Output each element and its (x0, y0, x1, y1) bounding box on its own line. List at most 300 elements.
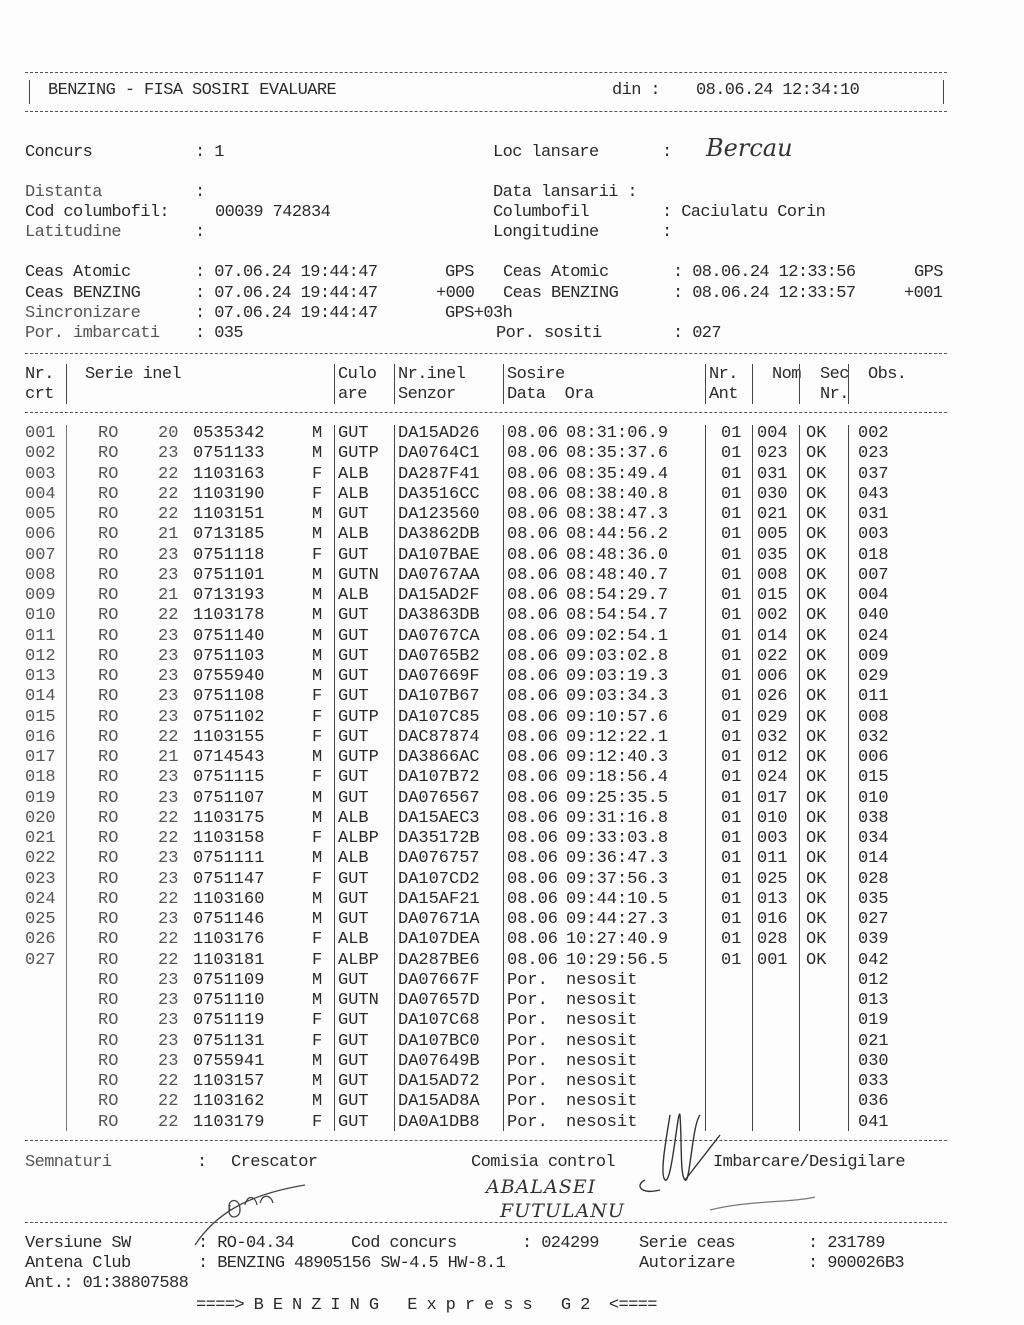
cod-concurs-value: : 024299 (522, 1234, 599, 1253)
cell-ant: 01 (721, 484, 742, 504)
cell-an: 23 (158, 565, 179, 585)
cell-an: 23 (158, 970, 179, 990)
crescator-label: Crescator (231, 1153, 318, 1172)
header-left-border (29, 80, 30, 104)
cell-ant: 01 (721, 808, 742, 828)
por-sositi-value: : 027 (673, 324, 722, 343)
cell-culoare: GUT (338, 606, 369, 626)
cell-ora: 08:44:56.2 (566, 525, 669, 545)
cell-data: 08.06 (507, 464, 559, 484)
cell-inel: 1103155 (193, 727, 265, 747)
cell-ant: 01 (721, 748, 742, 767)
cell-culoare: ALB (338, 484, 369, 504)
cell-sex: F (312, 1031, 323, 1051)
cell-an: 22 (158, 484, 179, 504)
cell-inel: 0751115 (193, 768, 265, 788)
header-sep (848, 364, 849, 404)
longitudine-value: : (662, 223, 672, 242)
col-header-sec-2: Nr. (820, 385, 849, 404)
cell-sex: F (312, 950, 323, 970)
cell-culoare: ALB (338, 808, 369, 828)
cell-senzor: DA15AD2F (398, 586, 480, 605)
cell-senzor: DA107B67 (398, 687, 480, 707)
cell-sex: M (312, 1051, 323, 1071)
cell-ora: nesosit (566, 1092, 638, 1112)
cell-an: 21 (158, 748, 179, 767)
cell-an: 23 (158, 1051, 179, 1071)
cell-ora: nesosit (566, 1011, 638, 1031)
cell-ora: 09:03:34.3 (566, 687, 669, 707)
cell-data: 08.06 (507, 444, 559, 464)
cell-inel: 1103181 (193, 950, 265, 970)
table-row (0, 627, 1024, 647)
cell-sec: OK (806, 505, 827, 524)
cell-inel: 0751146 (193, 910, 265, 929)
cell-culoare: GUT (338, 910, 369, 929)
cell-obs: 038 (858, 808, 889, 828)
cell-ant: 01 (721, 525, 742, 545)
cell-ant: 01 (721, 910, 742, 929)
cell-ora: 08:48:40.7 (566, 565, 669, 585)
cell-ora: 09:12:40.3 (566, 748, 669, 767)
col-header-sec-1: Sec (820, 365, 849, 384)
cell-nom: 014 (757, 626, 788, 646)
cell-sex: M (312, 889, 323, 909)
cell-culoare: GUT (338, 788, 369, 808)
cell-inel: 0751102 (193, 707, 265, 727)
cell-inel: 1103179 (193, 1112, 265, 1132)
cell-tara: RO (98, 727, 119, 747)
cell-data: Por. (507, 1011, 548, 1031)
cell-tara: RO (98, 1072, 119, 1091)
cell-sec: OK (806, 930, 827, 950)
cell-ora: nesosit (566, 1031, 638, 1051)
cell-nom: 024 (757, 768, 788, 788)
table-row (0, 424, 1024, 444)
cell-sex: M (312, 626, 323, 646)
cell-senzor: DAC87874 (398, 727, 480, 747)
cell-obs: 042 (858, 950, 889, 970)
cell-ora: 09:44:27.3 (566, 910, 669, 929)
cell-an: 23 (158, 444, 179, 464)
table-row (0, 951, 1024, 971)
cell-culoare: ALBP (338, 829, 379, 848)
cell-obs: 041 (858, 1112, 889, 1132)
cell-sex: F (312, 869, 323, 889)
cell-sex: M (312, 444, 323, 464)
table-row (0, 1011, 1024, 1031)
cell-tara: RO (98, 930, 119, 950)
cell-sex: F (312, 687, 323, 707)
cell-nom: 017 (757, 788, 788, 808)
cell-data: 08.06 (507, 505, 559, 524)
cell-nr: 021 (25, 829, 56, 848)
cell-sex: M (312, 646, 323, 666)
semnaturi-sep: : (197, 1153, 207, 1172)
cell-inel: 0713185 (193, 525, 265, 545)
cell-obs: 021 (858, 1031, 889, 1051)
cell-nom: 026 (757, 687, 788, 707)
cell-sex: F (312, 930, 323, 950)
cell-nom: 030 (757, 484, 788, 504)
ceas-benzing-end-value: : 08.06.24 12:33:57 (673, 284, 856, 303)
cell-an: 23 (158, 687, 179, 707)
cell-sec: OK (806, 545, 827, 565)
table-row (0, 687, 1024, 707)
header-top-rule (25, 72, 947, 73)
cell-ora: 09:12:22.1 (566, 727, 669, 747)
table-top-rule (25, 353, 947, 354)
cell-nr: 009 (25, 586, 56, 605)
cell-obs: 027 (858, 910, 889, 929)
cell-nom: 004 (757, 424, 788, 443)
versiune-sw-value: : RO-04.34 (198, 1234, 295, 1253)
cell-nr: 006 (25, 525, 56, 545)
cell-data: 08.06 (507, 950, 559, 970)
cell-nom: 010 (757, 808, 788, 828)
cell-inel: 1103160 (193, 889, 265, 909)
cell-sec: OK (806, 424, 827, 443)
cell-senzor: DA3863DB (398, 606, 480, 626)
cell-obs: 034 (858, 829, 889, 848)
cell-senzor: DA15AD8A (398, 1092, 480, 1112)
cell-nom: 001 (757, 950, 788, 970)
cell-tara: RO (98, 950, 119, 970)
cell-ora: 10:29:56.5 (566, 950, 669, 970)
cell-tara: RO (98, 808, 119, 828)
cell-an: 23 (158, 910, 179, 929)
table-row (0, 748, 1024, 768)
longitudine-label: Longitudine (493, 223, 599, 242)
cell-tara: RO (98, 829, 119, 848)
cell-nr: 002 (25, 444, 56, 464)
cell-data: Por. (507, 1031, 548, 1051)
cell-senzor: DA0765B2 (398, 646, 480, 666)
cell-culoare: GUT (338, 1112, 369, 1132)
semnaturi-label: Semnaturi (25, 1153, 112, 1172)
cell-inel: 1103176 (193, 930, 265, 950)
cell-culoare: GUTP (338, 748, 379, 767)
antena-club-label: Antena Club (25, 1254, 131, 1273)
cell-sex: F (312, 727, 323, 747)
cell-senzor: DA123560 (398, 505, 480, 524)
ceas-atomic-start-label: Ceas Atomic (25, 263, 131, 282)
cell-senzor: DA15AEC3 (398, 808, 480, 828)
cell-tara: RO (98, 1051, 119, 1071)
cell-obs: 009 (858, 646, 889, 666)
cell-sex: M (312, 991, 323, 1010)
cell-obs: 012 (858, 970, 889, 990)
cell-nr: 025 (25, 910, 56, 929)
cell-senzor: DA287F41 (398, 464, 480, 484)
cell-inel: 0755940 (193, 667, 265, 686)
cell-tara: RO (98, 464, 119, 484)
col-header-obs: Obs. (868, 365, 907, 384)
cell-senzor: DA287BE6 (398, 950, 480, 970)
cell-senzor: DA0764C1 (398, 444, 480, 464)
cell-senzor: DA07671A (398, 910, 480, 929)
cell-tara: RO (98, 869, 119, 889)
cell-inel: 0751140 (193, 626, 265, 646)
cell-senzor: DA107CD2 (398, 869, 480, 889)
cell-sex: M (312, 849, 323, 869)
cell-culoare: ALB (338, 930, 369, 950)
comisia-handwritten-name-1: ABALASEI (486, 1176, 597, 1198)
cell-sex: M (312, 606, 323, 626)
col-header-culoare-1: Culo (338, 365, 377, 384)
table-row (0, 829, 1024, 849)
sincronizare-value: : 07.06.24 19:44:47 (195, 304, 378, 323)
cell-obs: 037 (858, 464, 889, 484)
table-row (0, 546, 1024, 566)
cell-an: 23 (158, 788, 179, 808)
cell-nom: 011 (757, 849, 788, 869)
cell-data: 08.06 (507, 525, 559, 545)
cell-ora: 08:54:29.7 (566, 586, 669, 605)
cell-nr: 005 (25, 505, 56, 524)
table-row (0, 505, 1024, 525)
por-imbarcati-label: Por. imbarcati (25, 324, 160, 343)
cell-ant: 01 (721, 889, 742, 909)
cell-ora: 09:03:19.3 (566, 667, 669, 686)
cell-nr: 024 (25, 889, 56, 909)
table-row (0, 566, 1024, 586)
cell-ora: nesosit (566, 1072, 638, 1091)
cell-sec: OK (806, 484, 827, 504)
cell-obs: 032 (858, 727, 889, 747)
cell-culoare: GUTN (338, 565, 379, 585)
table-row (0, 870, 1024, 890)
latitudine-value: : (195, 223, 205, 242)
cell-ant: 01 (721, 950, 742, 970)
ceas-benzing-start-label: Ceas BENZING (25, 284, 141, 303)
cell-data: 08.06 (507, 910, 559, 929)
cell-ant: 01 (721, 930, 742, 950)
cell-data: 08.06 (507, 849, 559, 869)
table-row (0, 991, 1024, 1011)
table-row (0, 525, 1024, 545)
cell-ant: 01 (721, 606, 742, 626)
cell-an: 23 (158, 1011, 179, 1031)
cell-ora: 08:38:47.3 (566, 505, 669, 524)
cell-culoare: GUT (338, 667, 369, 686)
header-sep (503, 364, 504, 404)
cell-sex: F (312, 545, 323, 565)
table-row (0, 485, 1024, 505)
sincronizare-label: Sincronizare (25, 304, 141, 323)
header-sep (334, 364, 335, 404)
cell-nr: 014 (25, 687, 56, 707)
cell-nom: 025 (757, 869, 788, 889)
cell-culoare: GUT (338, 646, 369, 666)
table-row (0, 890, 1024, 910)
cell-inel: 1103163 (193, 464, 265, 484)
cell-sex: M (312, 565, 323, 585)
cell-obs: 023 (858, 444, 889, 464)
concurs-label: Concurs (25, 143, 93, 162)
cell-ant: 01 (721, 707, 742, 727)
cell-inel: 0535342 (193, 424, 265, 443)
table-row (0, 768, 1024, 788)
distanta-label: Distanta (25, 183, 102, 202)
cell-culoare: GUT (338, 545, 369, 565)
sincronizare-suffix: GPS+03h (445, 304, 513, 323)
cell-ant: 01 (721, 829, 742, 848)
cell-sex: F (312, 484, 323, 504)
cell-an: 22 (158, 464, 179, 484)
cell-ant: 01 (721, 768, 742, 788)
signatures-bottom-rule (25, 1222, 947, 1223)
cell-obs: 040 (858, 606, 889, 626)
cell-inel: 0751131 (193, 1031, 265, 1051)
cell-senzor: DA107B72 (398, 768, 480, 788)
cell-obs: 003 (858, 525, 889, 545)
cell-tara: RO (98, 1011, 119, 1031)
header-sep (394, 364, 395, 404)
versiune-sw-label: Versiune SW (25, 1234, 131, 1253)
cell-an: 20 (158, 424, 179, 443)
cell-nr: 013 (25, 667, 56, 686)
cell-inel: 1103190 (193, 484, 265, 504)
cell-culoare: GUTP (338, 707, 379, 727)
cell-ora: 09:18:56.4 (566, 768, 669, 788)
cell-sec: OK (806, 606, 827, 626)
ceas-benzing-end-label: Ceas BENZING (503, 284, 619, 303)
cell-nom: 013 (757, 889, 788, 909)
cell-senzor: DA107DEA (398, 930, 480, 950)
cell-nr: 011 (25, 626, 56, 646)
cell-sec: OK (806, 889, 827, 909)
cell-ora: 09:25:35.5 (566, 788, 669, 808)
cell-sex: M (312, 1072, 323, 1091)
cell-an: 22 (158, 930, 179, 950)
cell-sex: M (312, 505, 323, 524)
cell-nr: 022 (25, 849, 56, 869)
cell-ant: 01 (721, 667, 742, 686)
cell-data: 08.06 (507, 424, 559, 443)
cell-culoare: GUTN (338, 991, 379, 1010)
table-row (0, 971, 1024, 991)
cell-ora: 08:35:49.4 (566, 464, 669, 484)
ceas-atomic-end-value: : 08.06.24 12:33:56 (673, 263, 856, 282)
cell-tara: RO (98, 910, 119, 929)
cell-ora: 08:38:40.8 (566, 484, 669, 504)
cell-obs: 035 (858, 889, 889, 909)
cell-culoare: GUT (338, 727, 369, 747)
cell-sec: OK (806, 707, 827, 727)
cell-culoare: GUT (338, 424, 369, 443)
cell-tara: RO (98, 1031, 119, 1051)
cell-nom: 006 (757, 667, 788, 686)
antenna-id: Ant.: 01:38807588 (25, 1274, 189, 1293)
autorizare-label: Autorizare (639, 1254, 736, 1273)
cell-nom: 035 (757, 545, 788, 565)
cell-inel: 1103178 (193, 606, 265, 626)
loc-lansare-sep: : (662, 143, 672, 162)
cell-culoare: GUT (338, 626, 369, 646)
cell-inel: 0714543 (193, 748, 265, 767)
cell-sex: M (312, 788, 323, 808)
cell-ora: 09:44:10.5 (566, 889, 669, 909)
cell-nr: 008 (25, 565, 56, 585)
cell-inel: 1103157 (193, 1072, 265, 1091)
cell-ant: 01 (721, 788, 742, 808)
cell-obs: 030 (858, 1051, 889, 1071)
cell-obs: 039 (858, 930, 889, 950)
cell-data: 08.06 (507, 646, 559, 666)
cell-nr: 020 (25, 808, 56, 828)
cell-data: Por. (507, 1092, 548, 1112)
cell-sex: M (312, 910, 323, 929)
cell-data: Por. (507, 1112, 548, 1132)
cell-culoare: GUT (338, 505, 369, 524)
cell-senzor: DA107C68 (398, 1011, 480, 1031)
cell-sex: F (312, 1011, 323, 1031)
cell-inel: 0755941 (193, 1051, 265, 1071)
col-header-nr: Nr. (25, 365, 54, 384)
cell-ora: 09:10:57.6 (566, 707, 669, 727)
cell-senzor: DA0A1DB8 (398, 1112, 480, 1132)
cell-ant: 01 (721, 869, 742, 889)
cell-inel: 0751133 (193, 444, 265, 464)
cell-nr: 017 (25, 748, 56, 767)
cell-obs: 031 (858, 505, 889, 524)
cell-sex: M (312, 586, 323, 605)
cell-obs: 036 (858, 1092, 889, 1112)
cell-ora: nesosit (566, 1051, 638, 1071)
cell-data: Por. (507, 970, 548, 990)
distanta-value: : (195, 183, 205, 202)
cell-tara: RO (98, 525, 119, 545)
cell-an: 23 (158, 667, 179, 686)
table-row (0, 1072, 1024, 1092)
table-row (0, 809, 1024, 829)
cell-inel: 0751147 (193, 869, 265, 889)
cell-data: 08.06 (507, 586, 559, 605)
cell-culoare: GUT (338, 970, 369, 990)
cell-senzor: DA076567 (398, 788, 480, 808)
cell-sec: OK (806, 829, 827, 848)
cell-sec: OK (806, 667, 827, 686)
cell-obs: 010 (858, 788, 889, 808)
cell-sec: OK (806, 748, 827, 767)
cell-senzor: DA3516CC (398, 484, 480, 504)
cell-data: 08.06 (507, 484, 559, 504)
table-row (0, 586, 1024, 606)
cod-columbofil-label: Cod columbofil: (25, 203, 170, 222)
cell-culoare: GUT (338, 1072, 369, 1091)
cell-an: 23 (158, 707, 179, 727)
header-sep (752, 364, 753, 404)
benzing-express-banner: ====> B E N Z I N G E x p r e s s G 2 <==== (196, 1296, 657, 1315)
cell-sec: OK (806, 464, 827, 484)
header-sep (66, 364, 67, 404)
cell-obs: 043 (858, 484, 889, 504)
cell-sex: F (312, 829, 323, 848)
cell-inel: 0751109 (193, 970, 265, 990)
col-header-sosire-1: Sosire (507, 365, 565, 384)
cell-tara: RO (98, 484, 119, 504)
cell-nom: 008 (757, 565, 788, 585)
cell-ora: 08:48:36.0 (566, 545, 669, 565)
header-bottom-rule (25, 111, 947, 112)
cell-nr: 001 (25, 424, 56, 443)
columbofil-value: : Caciulatu Corin (662, 203, 826, 222)
cell-an: 21 (158, 525, 179, 545)
por-imbarcati-value: : 035 (195, 324, 244, 343)
header-right-border (943, 80, 944, 104)
cell-ant: 01 (721, 586, 742, 605)
